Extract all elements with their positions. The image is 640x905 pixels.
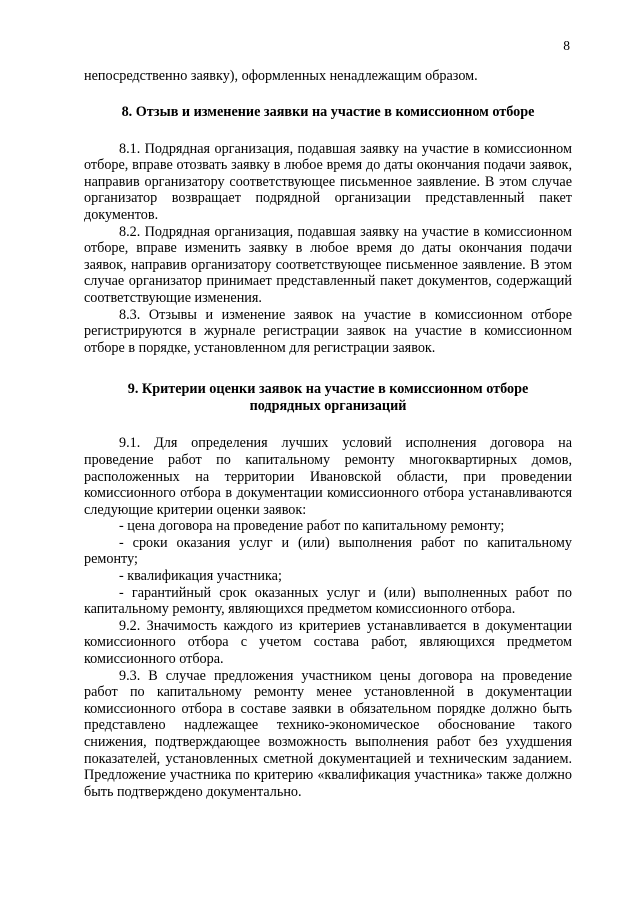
page-content	[84, 68, 572, 800]
criterion-qualification: - квалификация участника;	[119, 568, 282, 585]
paragraph-9-1: 9.1. Для определения лучших условий исполнения договора на проведение работ по капитальному ремонту многоквартирных домов, расположенных на территории Ивановской области, при проведении комиссионного отбора в документации комиссионного отбора устанавливаются следующие критерии оценки заявок:	[84, 435, 572, 518]
section-9-heading-line2: подрядных организаций	[249, 398, 407, 415]
paragraph-8-3: 8.3. Отзывы и изменение заявок на участие в комиссионном отборе регистрируются в журнале регистрации заявок на участие в комиссионном отборе в порядке, установленном для регистрации заявок.	[84, 306, 572, 356]
section-9-heading-line1: 9. Критерии оценки заявок на участие в комиссионном отборе	[127, 381, 529, 398]
criterion-warranty: - гарантийный срок оказанных услуг и (или) выполненных работ по капитальному ремонту, являющихся предметом комиссионного отбора.	[84, 584, 572, 618]
criterion-terms: - сроки оказания услуг и (или) выполнения работ по капитальному ремонту;	[84, 534, 572, 568]
paragraph-8-1: 8.1. Подрядная организация, подавшая заявку на участие в комиссионном отборе, вправе отозвать заявку в любое время до даты окончания подачи заявок, направив организатору соответствующее письменное заявление. В этом случае организатор возвращает подрядной организации представленный пакет документов.	[84, 140, 572, 223]
paragraph-9-2: 9.2. Значимость каждого из критериев устанавливается в документации комиссионного отбора с учетом состава работ, являющихся предметом комиссионного отбора.	[84, 617, 572, 668]
page-number: 8	[563, 38, 570, 53]
paragraph-9-3: 9.3. В случае предложения участником цены договора на проведение работ по капитальному ремонту менее установленной в документации комиссионного отбора в составе заявки в обязательном порядке должно быть представлено надлежащее технико-экономическое обоснование такого снижения, подтверждающее возможность выполнения работ без ухудшения показателей, установленных сметной документацией и техническим заданием. Предложение участника по критерию «квалификация участника» также должно быть подтверждено документально.	[84, 667, 572, 800]
section-9-heading	[84, 381, 572, 415]
section-8-heading: 8. Отзыв и изменение заявки на участие в комиссионном отборе	[121, 103, 535, 120]
intro-line: непосредственно заявку), оформленных ненадлежащим образом.	[84, 68, 478, 84]
paragraph-8-2: 8.2. Подрядная организация, подавшая заявку на участие в комиссионном отборе, вправе изменить заявку в любое время до даты окончания подачи заявок, направив организатору соответствующее письменное заявление. В этом случае организатор принимает представленный пакет документов, содержащий соответствующие изменения.	[84, 223, 572, 306]
criterion-price: - цена договора на проведение работ по капитальному ремонту;	[119, 518, 505, 535]
